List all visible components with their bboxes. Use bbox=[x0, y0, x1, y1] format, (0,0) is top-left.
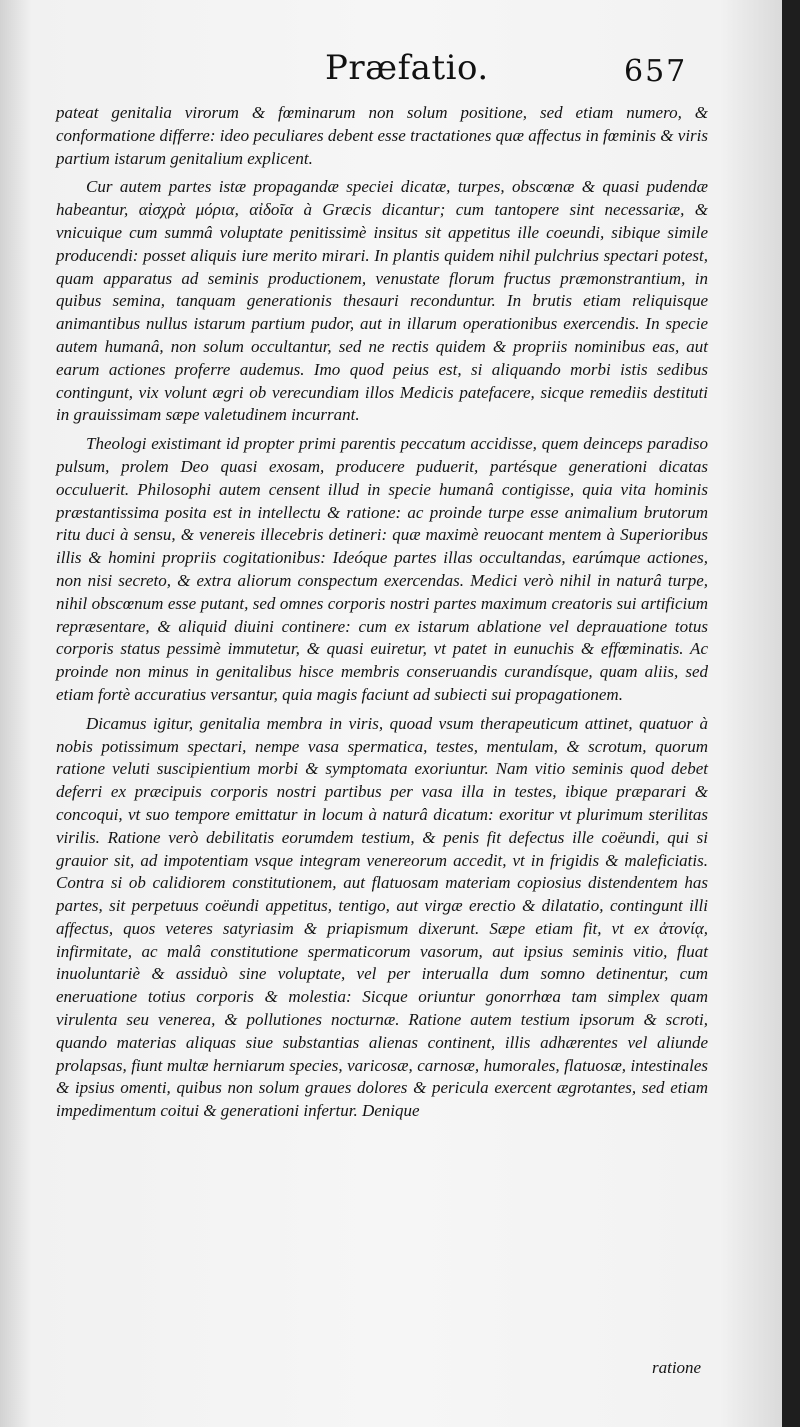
page-header bbox=[0, 48, 782, 100]
body-text bbox=[56, 102, 708, 1129]
paragraph-theologi: Theologi existimant id propter primi parentis peccatum accidisse, quem deinceps paradiso pulsum, prolem Deo quasi exosam, producere puduerit, partésque generationi dicatas occuluerit. Philosophi autem censent illud in specie humanâ contigisse, quia vita hominis præstantissima posita est in intellectu & ratione: ac proinde turpe esse animalium brutorum ritu duci à sensu, & venereis illecebris detineri: quæ maximè reuocant mentem à Superioribus illis & homini propriis cogitationibus: Ideóque partes illas occultandas, earúmque actiones, non nisi secreto, & extra aliorum conspectum exercendas. Medici verò nihil in naturâ turpe, nihil obscœnum esse putant, sed omnes corporis nostri partes maximum creatoris sui artificium repræsentare, & aliquid diuini continere: cum ex istarum ablatione vel deprauatione totus corporis status pessimè immutetur, & quasi euiretur, vt patet in eunuchis & effœminatis. Ac proinde non minus in genitalibus hisce membris conseruandis curandísque, quam aliis, sed etiam fortè accuratius versantur, quia magis faciunt ad subiecti sui propagationem. bbox=[56, 434, 708, 704]
running-title: Præfatio. bbox=[325, 48, 489, 88]
catchword: ratione bbox=[652, 1358, 702, 1377]
scan-edge bbox=[782, 0, 800, 1427]
paragraph-cur-autem: Cur autem partes istæ propagandæ speciei dicatæ, turpes, obscœnæ & quasi pudendæ habeantur, αἰσχρὰ μόρια, αἰδοῖα à Græcis dicantur; cum tantopere sint necessariæ, & vnicuique cum summâ voluptate penitissimè insitus sit appetitus ille coeundi, sibique simile producendi: posset aliquis iure merito mirari. In plantis quidem nihil pulchrius spectari potest, quam apparatus ad seminis productionem, venustate florum fructus præmonstrantium, in quibus semina, tanquam generationis thesauri reconduntur. In brutis etiam reliquisque animantibus nullus istarum partium pudor, aut in illarum operationibus exercendis. In specie autem humanâ, non solum occultantur, sed ne rectis quidem & propriis nominibus eas, aut earum actiones proferre audemus. Imo quod peius est, si aliquando morbi istis sedibus contingunt, vix volunt ægri ob verecundiam illos Medicis patefacere, sicque remediis destituti in grauissimam sæpe valetudinem incurrant. bbox=[56, 177, 708, 425]
paragraph-continuation: pateat genitalia virorum & fœminarum non solum positione, sed etiam numero, & conformatione differre: ideo peculiares debent esse tractationes quæ affectus in fœminis & viris partium istarum genitalium explicent. bbox=[56, 103, 708, 168]
paragraph-dicamus: Dicamus igitur, genitalia membra in viris, quoad vsum therapeuticum attinet, quatuor à nobis potissimum spectari, nempe vasa spermatica, testes, mentulam, & scrotum, quorum ratione veluti suscipientium morbi & symptomata exoriuntur. Nam vitio seminis quod debet deferri ex præcipuis corporis nostri partibus per vasa illa in testes, ibique præparari & concoqui, vt suo tempore emittatur in locum à naturâ dicatum: exoritur vt plurimum sterilitas virilis. Ratione verò debilitatis eorumdem testium, & penis fit defectus ille coëundi, qui si grauior sit, ad impotentiam vsque integram venereorum accedit, vt in frigidis & maleficiatis. Contra si ob calidiorem constitutionem, aut flatuosam materiam copiosius distendentem has partes, sit perpetuus coëundi appetitus, tentigo, aut virgæ erectio & dilatatio, contingunt illi affectus, quos veteres satyriasim & priapismum dixerunt. Sæpe etiam fit, vt ex ἀτονίᾳ, infirmitate, ac malâ constitutione spermaticorum vasorum, aut ipsius seminis vitio, fluat inuoluntariè & assiduò sine voluptate, vel per interualla dum somno detinentur, cum eneruatione totius corporis & molestia: Sicque oriuntur gonorrhœa tam simplex quam virulenta seu venerea, & pollutiones nocturnæ. Ratione autem testium ipsorum & scroti, quando materias aliquas siue substantias alienas continent, illis adhærentes vel aliunde prolapsas, fiunt multæ herniarum species, varicosæ, carnosæ, humorales, flatuosæ, intestinales & ipsius omenti, quibus non solum graues dolores & pericula exercent ægrotantes, sed etiam impedimentum coitui & generationi infertur. Denique bbox=[56, 713, 708, 1121]
page-number: 657 bbox=[624, 54, 688, 89]
